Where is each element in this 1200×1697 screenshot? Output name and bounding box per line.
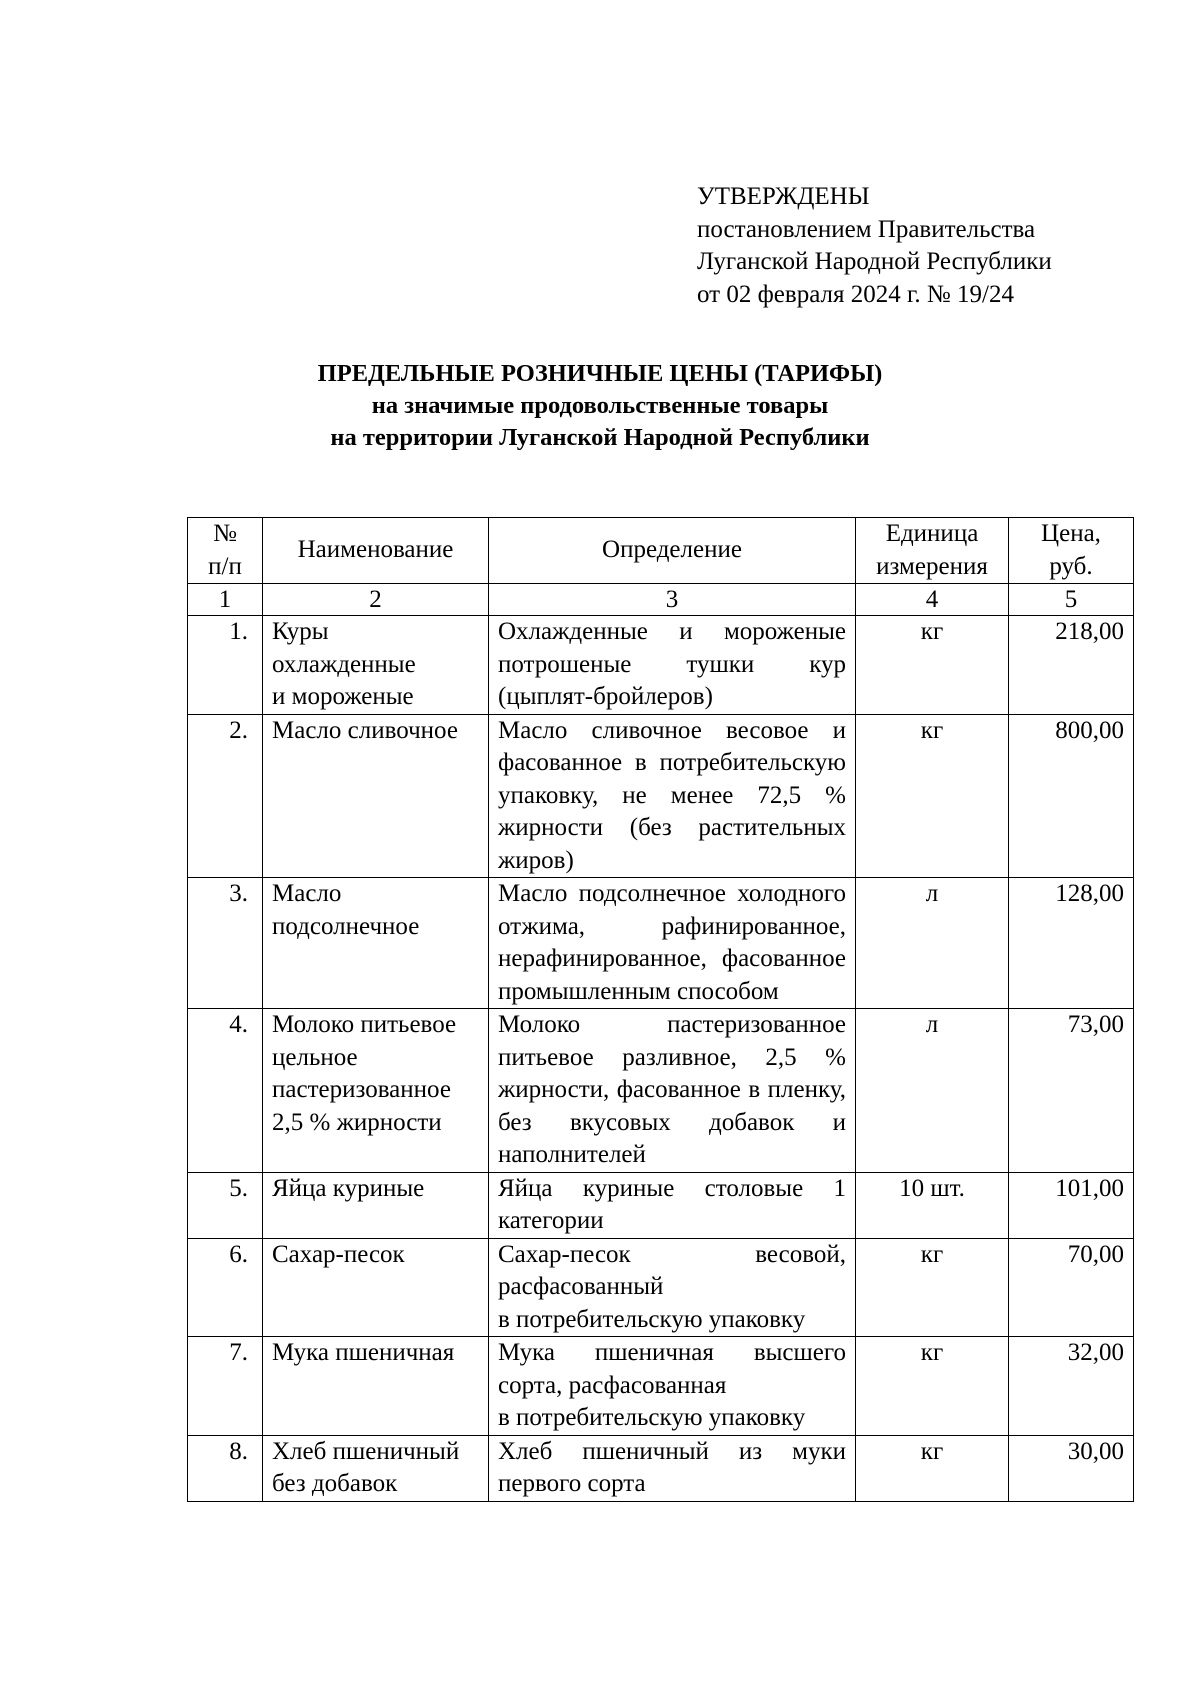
row-number: 8. (188, 1435, 263, 1501)
product-name-line: Сахар-песок (272, 1240, 405, 1268)
column-number: 1 (188, 584, 263, 616)
unit-of-measure: л (856, 1009, 1009, 1173)
unit-of-measure: л (856, 878, 1009, 1009)
table-row (188, 616, 1134, 715)
row-number: 1. (188, 616, 263, 715)
header-name: Наименование (263, 518, 489, 584)
document-title (0, 358, 1200, 454)
price-value: 128,00 (1009, 878, 1134, 1009)
table-row (188, 1337, 1134, 1436)
table-row (188, 878, 1134, 1009)
definition-part: Мука пшеничная высшего сорта, расфасованная (498, 1339, 846, 1399)
unit-of-measure: кг (856, 1238, 1009, 1337)
product-name-line: Масло сливочное (272, 716, 458, 744)
definition-part: Молоко пастеризованное питьевое разливное, 2,5 % жирности, фасованное в пленку, без вкусовых добавок и наполнителей (498, 1011, 846, 1168)
product-name (263, 616, 489, 715)
product-name-line: Мука пшеничная (272, 1339, 455, 1366)
product-name (263, 1009, 489, 1173)
header-num: № п/п (188, 518, 263, 584)
price-value: 73,00 (1009, 1009, 1134, 1173)
table-row (188, 1435, 1134, 1501)
unit-of-measure: кг (856, 714, 1009, 878)
definition-part: Хлеб пшеничный из муки первого сорта (498, 1437, 846, 1497)
approval-line: Луганской Народной Республики (697, 248, 1052, 275)
product-name-line: Куры (272, 618, 329, 645)
product-name-line: Масло (272, 880, 342, 907)
product-definition (489, 616, 856, 715)
product-definition (489, 1435, 856, 1501)
price-value: 218,00 (1009, 616, 1134, 715)
product-name (263, 1435, 489, 1501)
price-value: 101,00 (1009, 1172, 1134, 1238)
row-number: 7. (188, 1337, 263, 1436)
column-number: 2 (263, 584, 489, 616)
product-definition (489, 1337, 856, 1436)
product-name (263, 1172, 489, 1238)
header-unit: Единица измерения (856, 518, 1009, 584)
table-header-row (188, 518, 1134, 584)
definition-part: Охлажденные и мороженые потрошеные тушки кур (цыплят-бройлеров) (498, 618, 846, 710)
definition-part: Яйца куриные столовые 1 категории (498, 1174, 846, 1234)
product-definition (489, 714, 856, 878)
product-name (263, 1337, 489, 1436)
header-definition: Определение (489, 518, 856, 584)
definition-part: в потребительскую упаковку (498, 1404, 806, 1431)
approval-stamp (697, 181, 1052, 311)
product-name (263, 1238, 489, 1337)
product-name (263, 714, 489, 878)
product-definition (489, 1009, 856, 1173)
price-value: 800,00 (1009, 714, 1134, 878)
column-number: 4 (856, 584, 1009, 616)
price-value: 30,00 (1009, 1435, 1134, 1501)
definition-part: Масло сливочное весовое и фасованное в потребительскую упаковку, не менее 72,5 % жирности (без растительных жиров) (498, 716, 846, 874)
row-number: 6. (188, 1238, 263, 1337)
unit-of-measure: кг (856, 1435, 1009, 1501)
product-name-line: Хлеб пшеничный без добавок (272, 1437, 460, 1497)
product-name (263, 878, 489, 1009)
product-definition (489, 1238, 856, 1337)
product-name-line: Молоко питьевое цельное пастеризованное 2,5 % жирности (272, 1011, 457, 1136)
table-row (188, 714, 1134, 878)
row-number: 3. (188, 878, 263, 1009)
approval-date-line: от 02 февраля 2024 г. № 19/24 (697, 280, 1014, 308)
definition-part: Масло подсолнечное холодного отжима, рафинированное, нерафинированное, фасованное промышленным способом (498, 880, 846, 1005)
definition-part: в потребительскую упаковку (498, 1305, 806, 1333)
product-name-line: подсолнечное (272, 912, 420, 940)
table-row (188, 1009, 1134, 1173)
product-name-line: Яйца куриные (272, 1174, 425, 1202)
header-price: Цена, руб. (1009, 518, 1134, 584)
product-definition (489, 1172, 856, 1238)
price-table (187, 517, 1134, 1502)
column-number: 5 (1009, 584, 1134, 616)
column-number-row (188, 584, 1134, 616)
title-line-2: на значимые продовольственные товары (371, 392, 829, 419)
title-line-1: ПРЕДЕЛЬНЫЕ РОЗНИЧНЫЕ ЦЕНЫ (ТАРИФЫ) (317, 360, 883, 387)
row-number: 5. (188, 1172, 263, 1238)
price-value: 70,00 (1009, 1238, 1134, 1337)
row-number: 4. (188, 1009, 263, 1173)
product-definition (489, 878, 856, 1009)
unit-of-measure: кг (856, 1337, 1009, 1436)
unit-of-measure: 10 шт. (856, 1172, 1009, 1238)
product-name-line: и мороженые (272, 683, 414, 710)
column-number: 3 (489, 584, 856, 616)
price-value: 32,00 (1009, 1337, 1134, 1436)
approval-heading: УТВЕРЖДЕНЫ (697, 183, 870, 210)
product-name-line: охлажденные (272, 650, 416, 678)
definition-part: Сахар-песок весовой, расфасованный (498, 1240, 846, 1300)
table-row (188, 1238, 1134, 1337)
approval-line: постановлением Правительства (697, 215, 1036, 243)
title-line-3: на территории Луганской Народной Республики (330, 424, 870, 451)
unit-of-measure: кг (856, 616, 1009, 715)
table-row (188, 1172, 1134, 1238)
row-number: 2. (188, 714, 263, 878)
